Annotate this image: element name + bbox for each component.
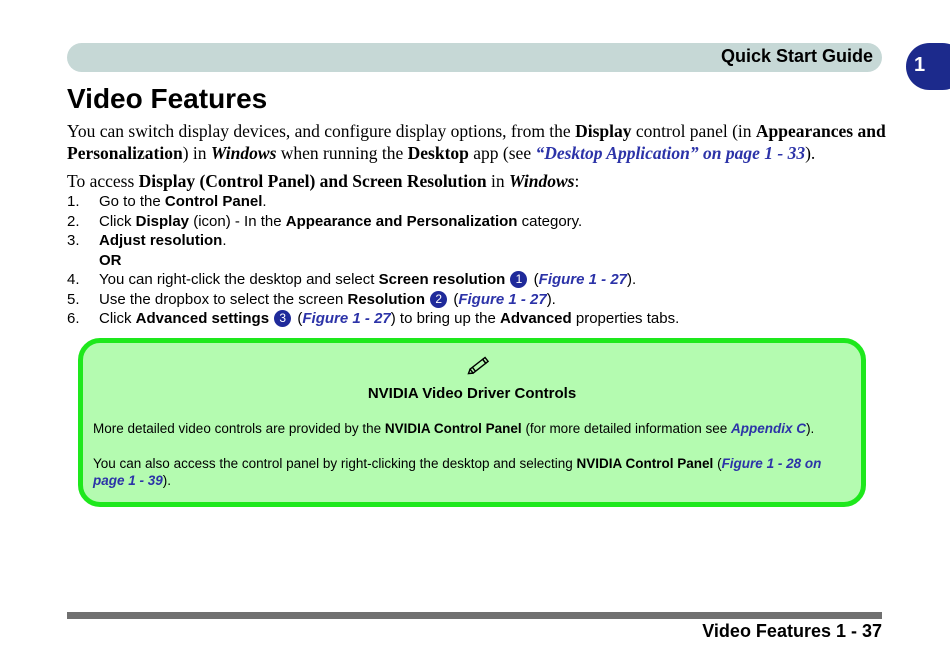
intro-display: Display	[575, 121, 632, 141]
note-paragraph-1	[93, 420, 853, 437]
callout-marker: 1	[510, 271, 527, 288]
step-text: (	[293, 310, 303, 327]
step-bold: Advanced	[499, 310, 572, 327]
intro-paragraph	[67, 120, 887, 164]
step-text: Click	[99, 310, 136, 327]
step-number: 6.	[67, 310, 80, 327]
step-text: .	[222, 232, 227, 249]
note-text: (	[713, 456, 722, 471]
footer-rule	[67, 612, 882, 619]
step-number: 4.	[67, 271, 80, 288]
step-number: 3.	[67, 232, 80, 249]
intro-text: control panel (in	[631, 121, 756, 141]
step-text: ).	[627, 271, 637, 288]
note-title: NVIDIA Video Driver Controls	[367, 385, 577, 402]
access-text: in	[486, 171, 509, 191]
access-text: :	[574, 171, 580, 191]
or-label: OR	[99, 251, 122, 269]
chapter-number: 1	[914, 54, 926, 76]
intro-text: ) in	[182, 143, 211, 163]
step-text: (	[529, 271, 539, 288]
step-1	[67, 192, 267, 212]
step-number: 1.	[67, 193, 80, 210]
access-paragraph	[67, 170, 887, 192]
intro-desktop: Desktop	[407, 143, 469, 163]
note-text: ).	[162, 473, 172, 488]
step-text: ).	[546, 290, 556, 308]
appendix-c-link[interactable]: Appendix C	[731, 421, 807, 436]
step-text: (	[449, 290, 459, 308]
step-number: 5.	[67, 290, 80, 308]
step-bold: Appearance and Personalization	[285, 212, 518, 230]
note-paragraph-2	[93, 455, 853, 489]
step-number: 2.	[67, 212, 80, 230]
note-text: More detailed video controls are provided by the	[93, 421, 385, 436]
intro-text: app (see	[468, 143, 536, 163]
step-bold: Screen resolution	[378, 271, 506, 288]
note-box	[78, 338, 866, 507]
figure-link[interactable]: Figure 1 - 27	[302, 310, 391, 327]
callout-marker: 3	[274, 310, 291, 327]
step-bold: Control Panel	[164, 193, 263, 210]
intro-text: when running the	[276, 143, 408, 163]
page-number-label: Video Features 1 - 37	[702, 621, 882, 641]
step-bold: Advanced settings	[135, 310, 270, 327]
step-6	[67, 309, 679, 329]
step-bold: Resolution	[347, 290, 425, 308]
chapter-tab	[906, 43, 950, 90]
step-text: Click	[99, 212, 136, 230]
step-5	[67, 290, 556, 310]
step-2	[67, 212, 582, 232]
step-3	[67, 231, 227, 251]
desktop-application-link[interactable]: “Desktop Application” on page 1 - 33	[535, 143, 806, 163]
step-text: ) to bring up the	[390, 310, 500, 327]
access-windows: Windows	[508, 171, 575, 191]
step-bold: Display	[135, 212, 190, 230]
intro-appearances: Appearances and Personalization	[67, 121, 886, 163]
step-bold: Adjust resolution	[99, 232, 223, 249]
intro-text: You can switch display devices, and configure display options, from the	[67, 121, 576, 141]
note-text: You can also access the control panel by right-clicking the desktop and selecting	[93, 456, 577, 471]
step-4	[67, 270, 636, 290]
note-text: (for more detailed information see	[521, 421, 732, 436]
step-text: (icon) - In the	[189, 212, 286, 230]
figure-link[interactable]: Figure 1 - 27	[538, 271, 628, 288]
intro-windows: Windows	[210, 143, 277, 163]
intro-text: ).	[805, 143, 816, 163]
note-bold: NVIDIA Control Panel	[384, 421, 522, 436]
step-text: Use the dropbox to select the screen	[99, 290, 348, 308]
note-bold: NVIDIA Control Panel	[576, 456, 714, 471]
callout-marker: 2	[430, 291, 447, 308]
step-text: properties tabs.	[571, 310, 680, 327]
page-title: Video Features	[67, 83, 268, 114]
step-text: .	[262, 193, 267, 210]
pencil-icon	[466, 355, 492, 377]
access-text: To access	[67, 171, 139, 191]
step-or	[67, 251, 122, 271]
step-text: category.	[517, 212, 583, 230]
figure-link[interactable]: Figure 1 - 27	[458, 290, 547, 308]
figure-1-28-link[interactable]: Figure 1 - 28 on page 1 - 39	[93, 456, 822, 488]
section-title: Quick Start Guide	[720, 46, 873, 66]
access-display-resolution: Display (Control Panel) and Screen Resolution	[138, 171, 487, 191]
step-text: You can right-click the desktop and select	[99, 271, 379, 288]
note-text: ).	[806, 421, 815, 436]
step-text: Go to the	[99, 193, 165, 210]
